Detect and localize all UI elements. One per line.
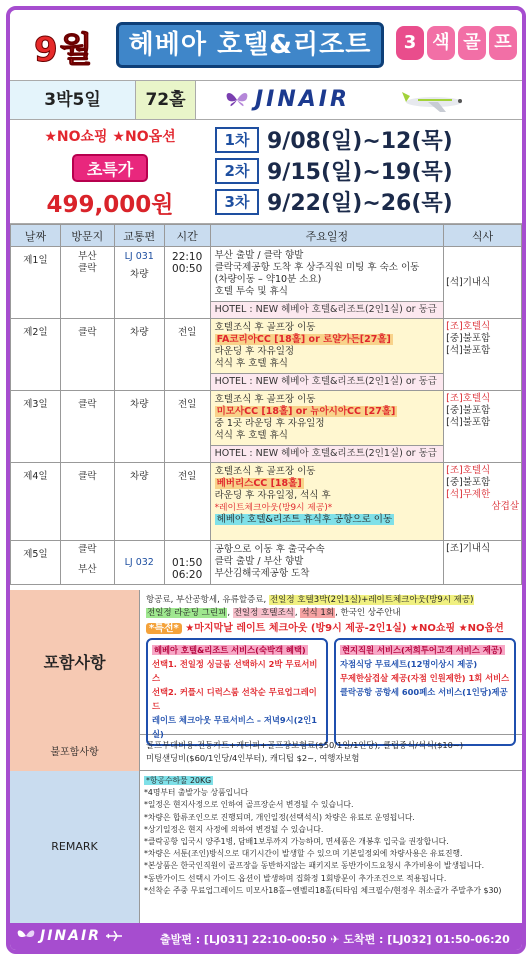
time-text: 01:50 (172, 557, 203, 569)
remark-line: *차량은 합류조인으로 진행되며, 개인일정(선택석식) 차량은 유료로 운영됩니다. (144, 812, 415, 822)
col-header: 날짜 (11, 225, 61, 247)
special-price-badge: 초특가 (72, 154, 148, 182)
includes-text: 항공료, 부산공항세, 유류할증료, (146, 595, 267, 605)
includes-highlight: 전일정 호텔조식 (233, 608, 294, 618)
place-text: 부산 (78, 251, 97, 262)
hotel-title: 헤베아 호텔&리조트 (116, 22, 384, 68)
month-label: 9월 (34, 30, 95, 70)
time-cell: 전일 (164, 391, 210, 463)
departure-row (215, 155, 515, 186)
plan-cell (210, 247, 443, 302)
place-cell: 클락 (60, 463, 114, 541)
col-header: 교통편 (114, 225, 164, 247)
plan-line: 호텔 투숙 및 휴식 (214, 286, 288, 297)
meal-cell (444, 391, 522, 463)
place-text: 부산 (78, 564, 97, 575)
box-item: 무제한삼겹살 제공(자점 인원제한) 1회 서비스 (340, 673, 510, 683)
holes-label: 72홀 (136, 81, 196, 119)
table-row (11, 391, 522, 446)
price-text: 499,000원 (46, 192, 174, 218)
time-cell: 전일 (164, 319, 210, 391)
feature-line (146, 622, 516, 635)
day-cell: 제5일 (11, 541, 61, 585)
meal-cell (444, 247, 522, 319)
not-included-line: 골프부대비용-전동카트+캐디피+골프장보험료($50/1일/1인당), 클럽중식/석식($10~) (146, 740, 464, 750)
day-cell: 제1일 (11, 247, 61, 319)
place-cell (60, 541, 114, 585)
butterfly-icon (225, 90, 249, 110)
airplane-icon (400, 86, 470, 114)
page-frame (6, 6, 526, 954)
feature-text: ★마지막날 레이트 체크아웃 (방9시 제공-2인1실) ★NO쇼핑 ★NO옵션 (185, 623, 504, 634)
col-header: 식사 (444, 225, 522, 247)
table-row (11, 541, 522, 585)
departure-tag: 1차 (215, 127, 259, 153)
departure-row (215, 186, 515, 217)
day-cell: 제2일 (11, 319, 61, 391)
departure-tag: 2차 (215, 158, 259, 184)
meal-cell (444, 541, 522, 585)
departure-dates (215, 124, 515, 217)
rest-text: 헤베아 호텔&리조트 휴식후 공항으로 이동 (216, 514, 393, 525)
not-included-content (146, 739, 516, 765)
not-included-label: 불포함사항 (10, 735, 140, 771)
transport-cell: 차량 (114, 319, 164, 391)
plan-line: (차량이동 – 약10분 소요) (214, 274, 322, 285)
meal-text: [석]기내식 (446, 276, 491, 288)
remark-line: *일정은 현지사정으로 인하여 골프장순서 변경될 수 있습니다. (144, 800, 354, 810)
includes-line: 전일정 라운딩 그린피, 전일정 호텔조식, 석식 1회, 한국인 상주안내 (147, 608, 401, 618)
box-item: 레이트 체크아웃 무료서비스 – 저녁9시(2인1실) (152, 715, 318, 739)
feature-tag: *특전* (146, 623, 182, 634)
late-checkout-text: *레이트체크아웃(방9시 제공)* (214, 503, 333, 513)
not-included-line: 미팅샌딩비($60/1인당/4인부터), 캐디팁 $2~, 여행자보험 (146, 753, 360, 763)
plan-line: 클락 출발 / 부산 향발 (214, 556, 304, 567)
place-text: 클락 (78, 263, 97, 274)
service-boxes (146, 638, 516, 746)
remark-line: *4명부터 출발가능 상품입니다 (144, 788, 249, 798)
includes-highlight: 전일정 라운딩 그린피 (147, 608, 227, 618)
meal-cell (444, 463, 522, 541)
box-item: 자점식당 무료세트(12명이상시 제공) (340, 659, 478, 669)
golf-badge-char: 3 (396, 26, 424, 60)
title-bar (10, 10, 522, 80)
meal-text: [석]불포함 (446, 417, 491, 428)
meal-text: [조]호텔식 (446, 465, 491, 476)
departure-date: 9/22(일)~26(목) (267, 191, 453, 216)
promo-section (10, 120, 522, 224)
footer-logo (16, 928, 123, 944)
golf-course-text: 베버리스CC [18홀] (216, 478, 302, 489)
transport-cell: LJ 032 (114, 541, 164, 585)
includes-section (10, 590, 522, 739)
meal-text: 삼겹살 (491, 501, 519, 512)
remark-line: *클락공항 입국시 양주1병, 담배1보루까지 가능하며, 면세품은 개봉후 입국을 권장합니다. (144, 837, 449, 847)
table-row (11, 247, 522, 302)
airline-name: JINAIR (255, 87, 350, 112)
remark-line: *동반가이드 선택시 가이드 옵션이 발생하며 집화정 1회방문이 추가조건으로 적용됩니다. (144, 873, 447, 883)
meal-text: [석]불포함 (446, 345, 491, 356)
golf-badge-char: 색 (427, 26, 455, 60)
place-text: 클락 (78, 544, 97, 555)
promo-left (10, 120, 210, 224)
remark-line: *선착순 주중 무료업그레이드 미모사18홀~엔벨리18홀(티타임 체크필수/현정우 취소골가 주말추가 $30) (144, 885, 502, 895)
schedule-table (10, 224, 522, 585)
includes-content (140, 590, 522, 739)
hotel-service-box (146, 638, 328, 746)
golf-badge-char: 프 (489, 26, 517, 60)
box-title: 헤베아 호텔&리조트 서비스(숙박객 혜택) (154, 645, 306, 655)
golf-course-text: 미모사CC [18홀] or 뉴아시아CC [27홀] (216, 406, 396, 417)
plan-line: 라운딩 후 자유일정 (214, 346, 295, 357)
meal-text: [석]무제한 (446, 489, 491, 500)
plan-line: 부산김해국제공항 도착 (214, 568, 310, 579)
transport-cell: 차량 (114, 391, 164, 463)
time-cell (164, 247, 210, 319)
remark-line: *본상품은 한국인직원이 골프장을 동반하지않는 패키지로 동반가이드요청시 추가비용이 발생됩니다. (144, 861, 485, 871)
place-cell: 클락 (60, 319, 114, 391)
package-info-row (10, 80, 522, 120)
meal-text: [중]불포함 (446, 477, 491, 488)
golf-badge (396, 26, 517, 60)
staff-service-box (334, 638, 516, 746)
box-item: 클락공항 공항세 600페소 서비스(1인당)제공 (340, 687, 508, 697)
col-header: 시간 (164, 225, 210, 247)
plan-line: 클락국제공항 도착 후 상주직원 미팅 후 숙소 이동 (214, 262, 420, 273)
plan-cell (210, 319, 443, 374)
includes-line (146, 594, 516, 607)
plan-line: 호텔조식 후 골프장 이동 (214, 466, 316, 477)
includes-highlight: 석식 1회 (301, 608, 335, 618)
departure-row (215, 124, 515, 155)
includes-highlight: 전일정 호텔3박(2인1실)+레이트체크아웃(방9시 제공) (269, 595, 474, 605)
table-header-row (11, 225, 522, 247)
plan-line: 공항으로 이동 후 출국수속 (214, 544, 325, 555)
transport-cell (114, 247, 164, 319)
remark-content (144, 775, 518, 897)
includes-text: , 한국인 상주안내 (335, 608, 401, 618)
time-text: 06:20 (172, 569, 203, 581)
box-item: 선택1. 전일정 싱글룸 선택하시 2박 무료서비스 (152, 659, 318, 683)
plan-line: 부산 출발 / 클락 향발 (214, 250, 304, 261)
col-header: 주요일정 (210, 225, 443, 247)
plan-line: 중 1곳 라운딩 후 자유일정 (214, 418, 325, 429)
meal-text: [조]기내식 (446, 543, 491, 554)
hotel-text: HOTEL : NEW 헤베아 호텔&리조트(2인1실) or 동급 (210, 446, 443, 463)
plan-cell (210, 391, 443, 446)
golf-course-text: FA코리아CC [18홀] or 로얄가든[27홀] (216, 334, 391, 345)
butterfly-icon (16, 928, 36, 944)
flight-code: LJ 031 (124, 251, 154, 262)
time-text: 22:10 (172, 251, 203, 263)
no-shopping-text: ★NO쇼핑 ★NO옵션 (44, 129, 176, 145)
remark-line: *차량은 서툰(조인)방식으로 대기시간이 발생할 수 있으며 기본일정외에 차량사용은 유료진행. (144, 849, 463, 859)
remark-section (10, 771, 522, 923)
remark-label: REMARK (10, 771, 140, 923)
departure-date: 9/08(일)~12(목) (267, 129, 453, 154)
box-title: 현지직원 서비스(저희투어고객 서비스 제공) (342, 645, 503, 655)
transport-text: 차량 (130, 269, 149, 280)
remark-line: *상기일정은 현지 사정에 의하여 변경될 수 있습니다. (144, 824, 324, 834)
footer-flights: 출발편 : [LJ031] 22:10-00:50 ✈ 도착편 : [LJ032] 01:50-06:20 (160, 933, 510, 946)
plan-line: 호텔조식 후 골프장 이동 (214, 394, 316, 405)
col-header: 방문지 (60, 225, 114, 247)
meal-text: [조]호텔식 (446, 321, 491, 332)
table-row (11, 319, 522, 374)
hotel-text: HOTEL : NEW 헤베아 호텔&리조트(2인1실) or 동급 (210, 374, 443, 391)
airplane-icon (105, 930, 123, 942)
airline-logo (225, 87, 350, 112)
table-row (11, 463, 522, 541)
hotel-text: HOTEL : NEW 헤베아 호텔&리조트(2인1실) or 동급 (210, 302, 443, 319)
meal-text: [중]불포함 (446, 405, 491, 416)
time-cell (164, 541, 210, 585)
plan-line: 라운딩 후 자유일정, 석식 후 (214, 490, 331, 501)
meal-text: [조]호텔식 (446, 393, 491, 404)
plan-cell (210, 541, 443, 585)
not-included-section (10, 735, 522, 771)
box-item: 선택2. 커플시 디럭스룸 선착순 무료업그레이드 (152, 687, 317, 711)
golf-badge-char: 골 (458, 26, 486, 60)
footer-airline: JINAIR (40, 928, 101, 944)
time-cell: 전일 (164, 463, 210, 541)
nights-label: 3박5일 (10, 81, 136, 119)
day-cell: 제3일 (11, 391, 61, 463)
plan-line: 석식 후 호텔 휴식 (214, 358, 288, 369)
place-cell (60, 247, 114, 319)
includes-label: 포함사항 (10, 590, 140, 735)
footer-bar (10, 923, 522, 954)
departure-tag: 3차 (215, 189, 259, 215)
departure-date: 9/15(일)~19(목) (267, 160, 453, 185)
plan-line: 석식 후 호텔 휴식 (214, 430, 288, 441)
transport-cell: 차량 (114, 463, 164, 541)
plan-cell (210, 463, 443, 541)
plan-line: 호텔조식 후 골프장 이동 (214, 322, 316, 333)
meal-cell (444, 319, 522, 391)
place-cell: 클락 (60, 391, 114, 463)
time-text: 00:50 (172, 263, 203, 275)
baggage-note: *항공수하물 20KG (146, 776, 212, 785)
day-cell: 제4일 (11, 463, 61, 541)
meal-text: [중]불포함 (446, 333, 491, 344)
